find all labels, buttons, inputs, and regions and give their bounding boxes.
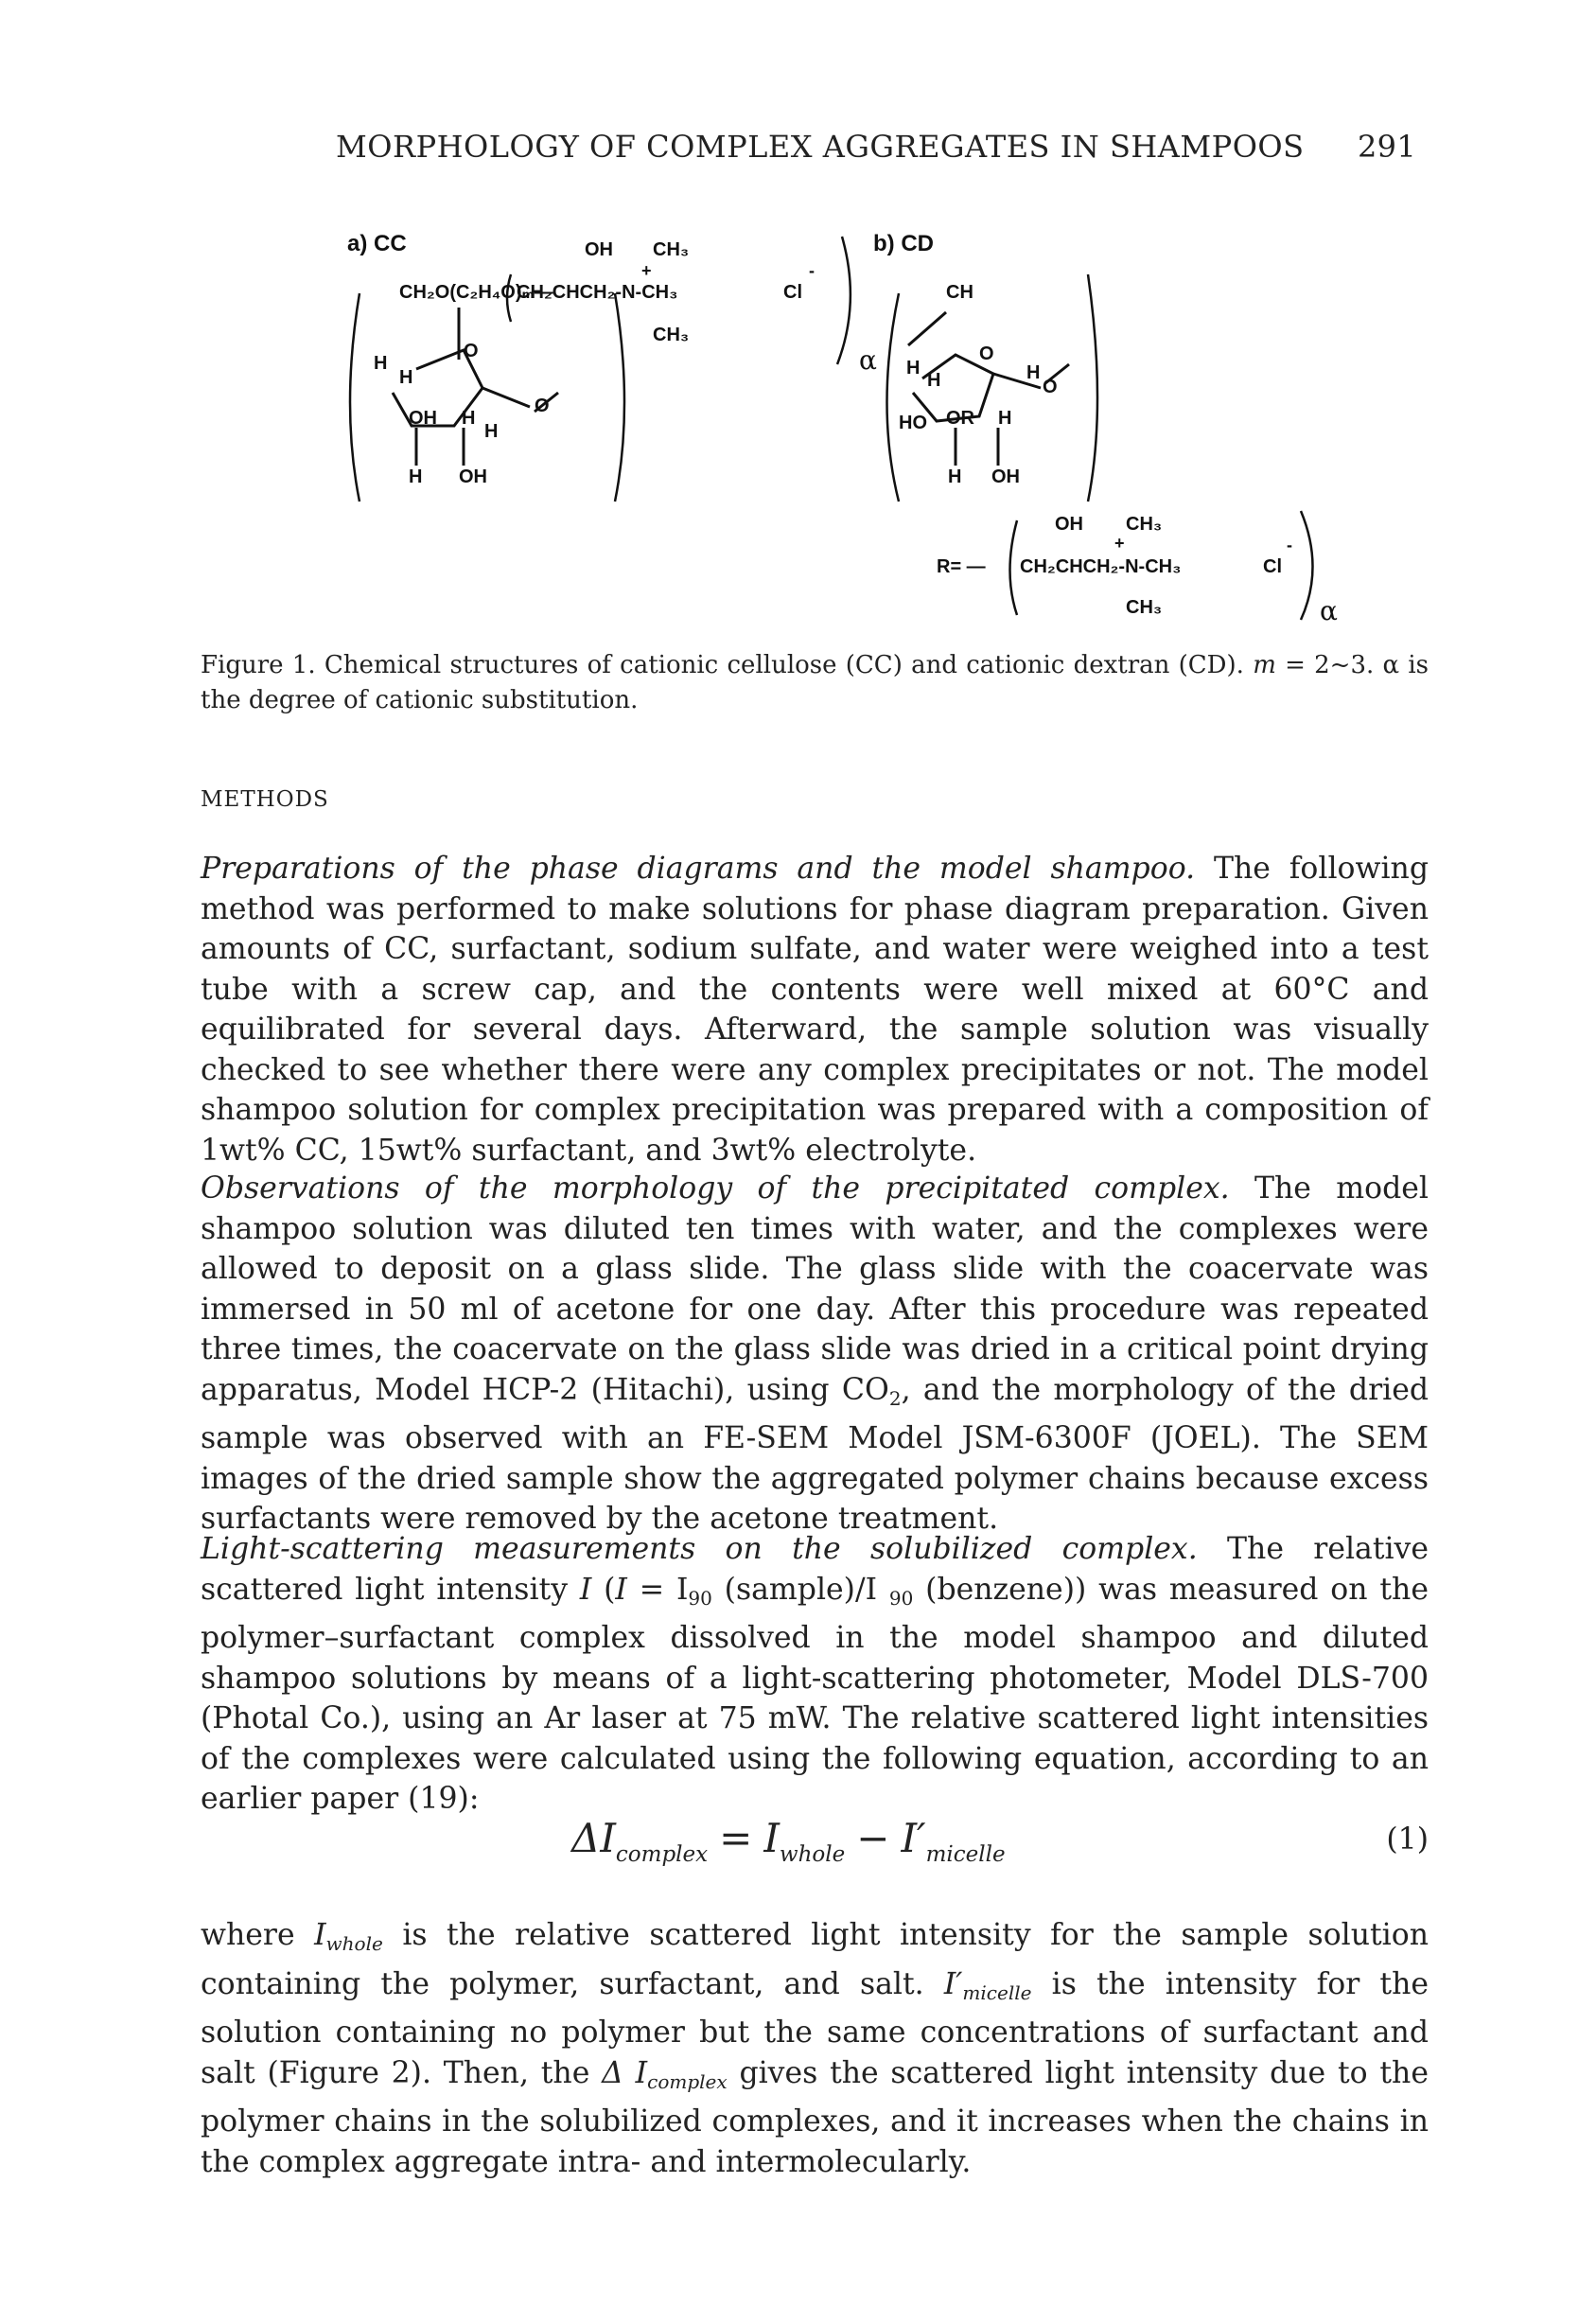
eq-whole-sub: whole <box>779 1842 846 1867</box>
paragraph-text: where <box>201 1918 315 1952</box>
intensity-variable: I <box>615 1572 627 1607</box>
eq-micelle-sub: micelle <box>925 1842 1006 1867</box>
paragraph-text: The following method was performed to make solutions for phase diagram preparation. Given amounts of CC, surfactant, sodium sulfate, and water were weighed into a test tube with a screw cap, and the contents were well mixed at 60°C and equilibrated for several days. Afterward, the sample solution was visually checked to see whether there were any complex precipitates or not. The model shampoo solution for complex precipitation was prepared with a composition of 1wt% CC, 15wt% surfactant, and 3wt% electrolyte. <box>201 852 1429 1168</box>
page-number: 291 <box>1358 129 1416 165</box>
equation-body <box>571 1815 1006 1867</box>
paragraph-light-scattering <box>201 1529 1429 1820</box>
eq-complex-sub: complex <box>615 1842 709 1867</box>
eq-delta-i: ΔI <box>571 1815 616 1861</box>
paragraph-text: (benzene)) was measured on the polymer–surfactant complex dissolved in the model shampoo and diluted shampoo solutions by means of a light-scattering photometer, Model DLS-700 (Photal Co.), using an Ar laser at 75 mW. The relative scattered light intensities of the complexes were calculated using the following equation, according to an earlier paper (19): <box>201 1572 1429 1816</box>
figure-caption <box>201 648 1429 718</box>
panel-b-label: b) CD <box>873 231 934 256</box>
panel-a-plus: + <box>641 261 652 280</box>
panel-b-ho: HO <box>899 413 927 433</box>
i-prime-variable: I′ <box>943 1966 963 2001</box>
equation-number: (1) <box>1386 1822 1429 1857</box>
panel-a-minus: - <box>809 261 815 280</box>
panel-a-h2: H <box>399 367 413 388</box>
figure-1-chemical-structures <box>341 218 1429 634</box>
panel-a-o2: O <box>535 396 550 416</box>
delta-i-variable: Δ I <box>602 2055 648 2090</box>
paragraph-text: gives the scattered light intensity due to the polymer chains in the solubilized complexes, and it increases when the chains in the complex aggregate intra- and intermolecularly. <box>201 2055 1429 2179</box>
paragraph-text: = I <box>626 1572 689 1607</box>
eq-minus: − <box>856 1815 890 1861</box>
panel-a-outer-left-paren <box>350 293 360 502</box>
figure-label: Figure 1. <box>201 651 316 679</box>
whole-subscript: whole <box>325 1932 383 1955</box>
paragraph-text: , and the morphology of the dried sample was observed with an FE-SEM Model JSM-6300F (JOEL). The SEM images of the dried sample show the aggregated polymer chains because excess surfactants were removed by the acetone treatment. <box>201 1372 1429 1536</box>
panel-a-cl: Cl <box>783 282 802 303</box>
intensity-variable: I <box>579 1572 592 1607</box>
paragraph-morphology <box>201 1169 1429 1540</box>
panel-b-o2: O <box>1043 377 1058 397</box>
panel-a-ch3-bottom: CH₃ <box>653 325 690 345</box>
panel-b-outer-left-paren <box>887 293 900 502</box>
r-ch3-bottom: CH₃ <box>1126 597 1163 618</box>
panel-a-h5: H <box>409 466 423 487</box>
eq-equals: = <box>719 1815 753 1861</box>
paragraph-lead: Light-scattering measurements on the solubilized complex. <box>201 1532 1198 1566</box>
section-heading: METHODS <box>201 787 329 812</box>
r-oh: OH <box>1055 514 1083 535</box>
panel-b-h2: H <box>927 370 941 391</box>
paragraph-lead: Preparations of the phase diagrams and the model shampoo. <box>201 852 1196 886</box>
micelle-subscript: micelle <box>962 1980 1032 2004</box>
r-group-right-paren <box>1301 511 1313 620</box>
caption-alpha: α <box>1382 651 1400 679</box>
panel-b-h5: H <box>948 466 962 487</box>
paragraph-equation-explanation <box>201 1915 1429 2182</box>
paragraph-text: The model shampoo solution was diluted ten times with water, and the complexes were allowed to deposit on a glass slide. The glass slide with the coacervate was immersed in 50 ml of acetone for one day. After this procedure was repeated three times, the coacervate on the glass slide was dried in a critical point drying apparatus, Model HCP-2 (Hitachi), using CO <box>201 1171 1429 1407</box>
panel-a-o1: O <box>464 341 479 361</box>
eq-i-prime: I′ <box>901 1815 926 1861</box>
eq-i-whole: I <box>763 1815 780 1861</box>
i-whole-variable: I <box>314 1918 326 1952</box>
caption-text-1: Chemical structures of cationic cellulose (CC) and cationic dextran (CD). <box>315 651 1254 679</box>
r-alpha: α <box>1320 595 1338 626</box>
caption-text-2: = 2~3. <box>1275 651 1383 679</box>
panel-b-bond-top <box>908 312 946 345</box>
paragraph-text: is the relative scattered light intensity for the sample solution containing the polymer, surfactant, and salt. <box>201 1918 1429 2001</box>
panel-a-ring-bond <box>482 388 530 407</box>
paragraph-text: is the intensity for the solution containing no polymer but the same concentrations of surfactant and salt (Figure 2). Then, the <box>201 1966 1429 2090</box>
angle-subscript: 90 <box>888 1586 914 1610</box>
paragraph-phase-diagrams <box>201 849 1429 1171</box>
equation-1 <box>201 1815 1429 1881</box>
r-minus: - <box>1287 536 1292 554</box>
panel-a-h1: H <box>374 353 388 374</box>
panel-a-h4: H <box>484 421 499 442</box>
co2-subscript: 2 <box>888 1386 902 1410</box>
panel-a-group-right-paren <box>837 237 851 364</box>
paragraph-lead: Observations of the morphology of the precipitated complex. <box>201 1171 1230 1206</box>
panel-a-alpha: α <box>859 344 877 376</box>
paragraph-text: The relative scattered light intensity <box>201 1532 1429 1607</box>
running-header <box>336 129 1416 165</box>
panel-a-label: a) CC <box>347 231 407 256</box>
r-chain: CH₂CHCH₂-N-CH₃ <box>1020 556 1182 577</box>
panel-a-group-chain: CH₂CHCH₂-N-CH₃ <box>517 282 678 303</box>
panel-b-oh-bottom: OH <box>991 466 1020 487</box>
complex-subscript: complex <box>647 2069 728 2093</box>
panel-a-ch3-top: CH₃ <box>653 239 690 260</box>
panel-b-h4: H <box>998 408 1012 429</box>
panel-b-outer-right-paren <box>1088 274 1097 502</box>
panel-b-h3: H <box>1026 362 1041 383</box>
r-cl: Cl <box>1263 556 1282 577</box>
panel-a-chain: CH₂O(C₂H₄O)ₘ— <box>399 282 553 303</box>
panel-a-h3: H <box>462 408 476 429</box>
panel-a-outer-right-paren <box>615 293 624 502</box>
panel-b-or: OR <box>946 408 974 429</box>
caption-m-var: m <box>1253 651 1276 679</box>
r-group-left-paren <box>1010 520 1018 615</box>
paragraph-text: (sample)/I <box>711 1572 889 1607</box>
r-plus: + <box>1114 534 1125 553</box>
angle-subscript: 90 <box>688 1586 712 1610</box>
panel-a-oh-bottom: OH <box>459 466 487 487</box>
panel-a-oh: OH <box>585 239 613 260</box>
running-title: MORPHOLOGY OF COMPLEX AGGREGATES IN SHAMPOOS <box>336 129 1305 165</box>
panel-b-o1: O <box>979 343 994 364</box>
caption-text-3: is the degree of cationic substitution. <box>201 651 1429 714</box>
panel-b-ch: CH <box>946 282 973 303</box>
panel-b-h1: H <box>906 358 921 378</box>
panel-a-oh-ring: OH <box>409 408 437 429</box>
r-ch3-top: CH₃ <box>1126 514 1163 535</box>
chemical-structures-drawing <box>341 218 1429 634</box>
r-label: R= — <box>937 556 986 577</box>
paragraph-text: ( <box>591 1572 616 1607</box>
